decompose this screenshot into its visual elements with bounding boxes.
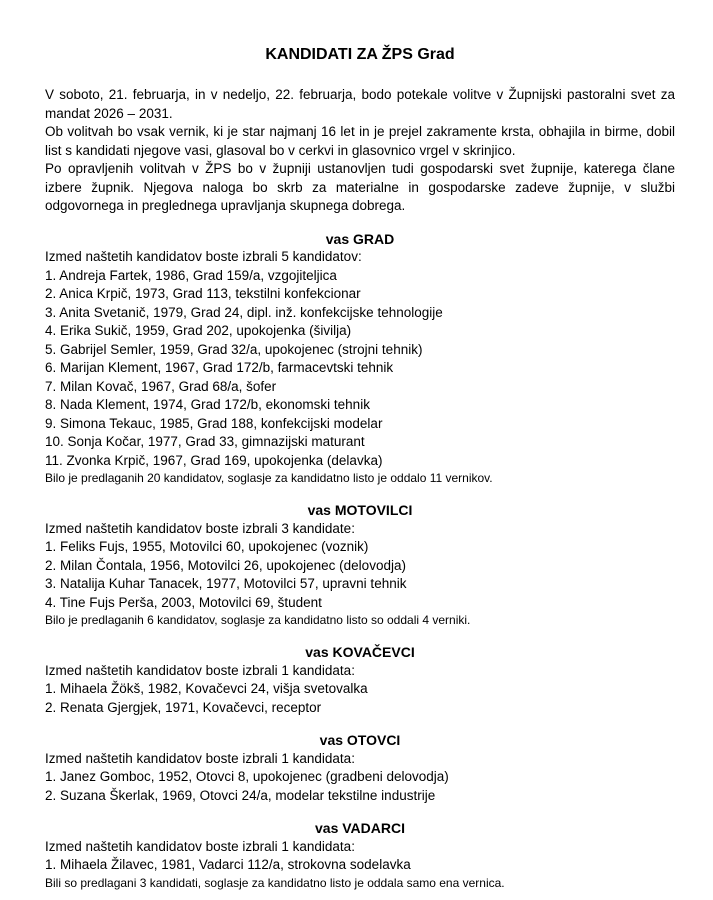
village-section bbox=[45, 501, 675, 629]
intro-paragraph-2: Ob volitvah bo vsak vernik, ki je star najmanj 16 let in je prejel zakramente krsta, obhajila in birme, dobil list s kandidati njegove vasi, glasoval bo v cerkvi in glasovnico vrgel v skrinjico. bbox=[45, 124, 675, 158]
candidate-line: 3. Anita Svetanič, 1979, Grad 24, dipl. inž. konfekcijske tehnologije bbox=[45, 304, 443, 320]
section-note: Bilo je predlaganih 20 kandidatov, soglasje za kandidatno listo je oddalo 11 vernikov. bbox=[45, 471, 493, 485]
intro-block bbox=[45, 86, 675, 216]
intro-paragraph-3: Po opravljenih volitvah v ŽPS bo v župniji ustanovljen tudi gospodarski svet župnije, katerega člane izbere župnik. Njegova naloga bo skrb za materialne in gospodarske zadeve župnije, v službi odgovornega in preglednega upravljanja skupnega dobrega. bbox=[45, 161, 675, 213]
section-instruction: Izmed naštetih kandidatov boste izbrali 1 kandidata: bbox=[45, 838, 355, 854]
section-note: Bilo je predlaganih 6 kandidatov, soglasje za kandidatno listo so oddali 4 verniki. bbox=[45, 613, 471, 627]
section-heading: vas MOTOVILCI bbox=[307, 502, 413, 518]
section-instruction: Izmed naštetih kandidatov boste izbrali 1 kandidata: bbox=[45, 750, 355, 766]
village-section bbox=[45, 731, 675, 805]
section-heading: vas GRAD bbox=[325, 230, 395, 247]
candidate-line: 11. Zvonka Krpič, 1967, Grad 169, upokojenka (delavka) bbox=[45, 452, 383, 468]
candidate-line: 5. Gabrijel Semler, 1959, Grad 32/a, upokojenec (strojni tehnik) bbox=[45, 341, 423, 357]
candidate-line: 8. Nada Klement, 1974, Grad 172/b, ekonomski tehnik bbox=[45, 397, 370, 412]
village-section bbox=[45, 819, 675, 892]
intro-paragraph-1: V soboto, 21. februarja, in v nedeljo, 22. februarja, bodo potekale volitve v Župnijski pastoralni svet za mandat 2026 – 2031. bbox=[45, 87, 675, 121]
candidate-line: 2. Anica Krpič, 1973, Grad 113, tekstilni konfekcionar bbox=[45, 286, 361, 301]
candidate-line: 7. Milan Kovač, 1967, Grad 68/a, šofer bbox=[45, 378, 277, 394]
candidate-line: 4. Erika Sukič, 1959, Grad 202, upokojenka (šivilja) bbox=[45, 323, 352, 338]
sections-container bbox=[45, 230, 675, 892]
candidate-line: 9. Simona Tekauc, 1985, Grad 188, konfekcijski modelar bbox=[45, 415, 383, 431]
candidate-line: 6. Marijan Klement, 1967, Grad 172/b, farmacevtski tehnik bbox=[45, 360, 394, 375]
candidate-line: 2. Suzana Škerlak, 1969, Otovci 24/a, modelar tekstilne industrije bbox=[45, 787, 436, 803]
village-section bbox=[45, 643, 675, 717]
village-section bbox=[45, 230, 675, 488]
section-heading: vas KOVAČEVCI bbox=[305, 644, 415, 660]
candidate-line: 1. Janez Gomboc, 1952, Otovci 8, upokojenec (gradbeni delovodja) bbox=[45, 769, 449, 784]
section-instruction: Izmed naštetih kandidatov boste izbrali 3 kandidate: bbox=[45, 520, 355, 536]
candidate-line: 2. Renata Gjergjek, 1971, Kovačevci, receptor bbox=[45, 699, 322, 715]
candidate-line: 2. Milan Čontala, 1956, Motovilci 26, upokojenec (delovodja) bbox=[45, 557, 406, 573]
candidate-line: 1. Feliks Fujs, 1955, Motovilci 60, upokojenec (voznik) bbox=[45, 539, 369, 554]
section-instruction: Izmed naštetih kandidatov boste izbrali 5 kandidatov: bbox=[45, 249, 362, 264]
candidate-line: 1. Mihaela Žilavec, 1981, Vadarci 112/a, strokovna sodelavka bbox=[45, 857, 411, 872]
candidate-line: 10. Sonja Kočar, 1977, Grad 33, gimnazijski maturant bbox=[45, 434, 365, 449]
section-heading: vas OTOVCI bbox=[319, 732, 401, 748]
candidate-line: 3. Natalija Kuhar Tanacek, 1977, Motovilci 57, upravni tehnik bbox=[45, 576, 407, 591]
document-title: KANDIDATI ZA ŽPS Grad bbox=[265, 46, 455, 63]
section-heading: vas VADARCI bbox=[315, 820, 405, 836]
candidate-line: 1. Mihaela Žökš, 1982, Kovačevci 24, višja svetovalka bbox=[45, 681, 368, 696]
section-note: Bili so predlagani 3 kandidati, soglasje za kandidatno listo je oddala samo ena vernica. bbox=[45, 875, 505, 890]
candidate-line: 1. Andreja Fartek, 1986, Grad 159/a, vzgojiteljica bbox=[45, 267, 337, 283]
candidate-line: 4. Tine Fujs Perša, 2003, Motovilci 69, študent bbox=[45, 594, 322, 610]
section-instruction: Izmed naštetih kandidatov boste izbrali 1 kandidata: bbox=[45, 662, 355, 678]
